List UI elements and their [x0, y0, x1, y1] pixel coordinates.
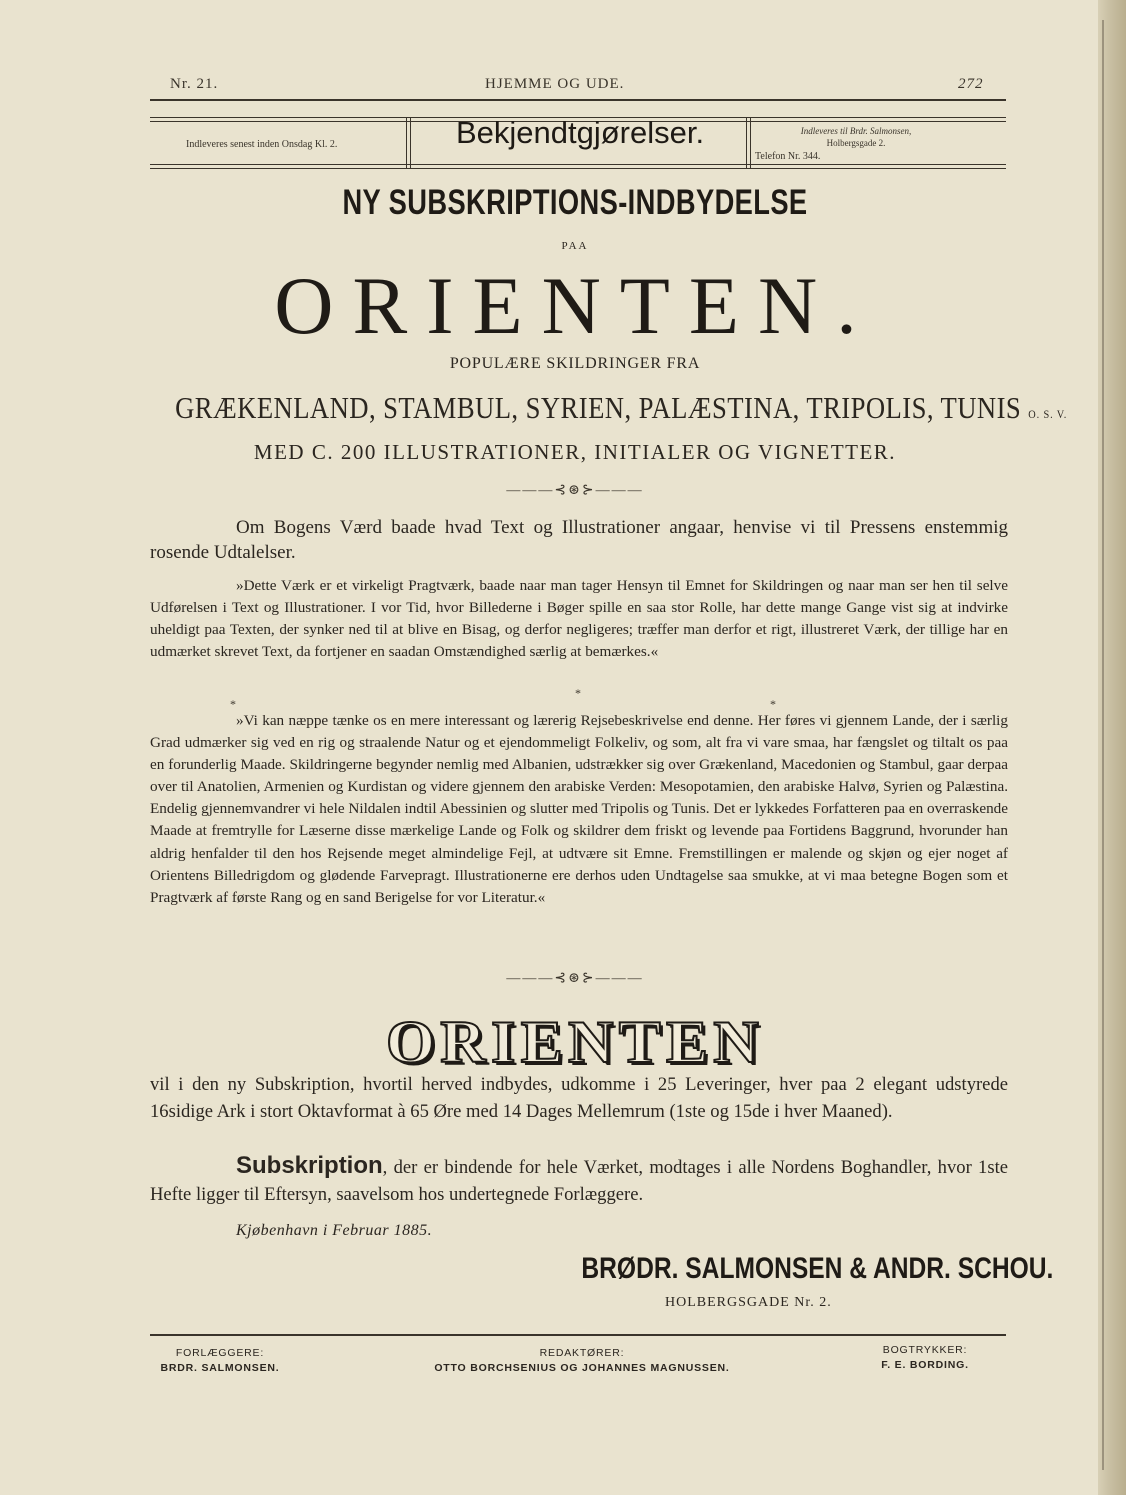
quote-2-text: »Vi kan næppe tænke os en mere interessant og lærerig Rejsebeskrivelse end denne. Her føres vi gjennem Lande, der i særlig Grad udmærker sig ved en rig og straalende Natur og et ejendommeligt Folkeliv, og som, alt fra vi vare smaa, har fængslet og tiltalt os paa en forunderlig Maade. Skildringerne begynder nemlig med Albanien, udstrækker sig over Grækenland, Macedonien og Stambul, gaar derpaa over til Anatolien, Armenien og Kurdistan og videre gjennem den arabiske Verden: Mesopotamien, den arabiske Halvø, Syrien og Palæstina. Endelig gjennemvandrer vi hele Nildalen indtil Abessinien og slutter med Tripolis og Tunis. Det er lykkedes Forfatteren paa en overraskende Maade at fremtrylle for Læserne disse mærkelige Lande og Folk og skildrer dem friskt og levende paa Fortidens Baggrund, hvorunder han aldrig henfalder til den hos Rejsende meget almindelige Fejl, at udtvære sit Emne. Fremstillingen er malende og skjøn og ejer noget af Orientens Billedrigdom og glødende Farvepragt. Illustrationerne ere derhos uden Undtagelse saa smukke, at vi maa betegne Bogen som et Pragtværk af første Rang og en sand Berigelse for vor Literatur.« — [150, 712, 1008, 906]
illustrations-line: MED C. 200 ILLUSTRATIONER, INITIALER OG VIGNETTER. — [253, 440, 897, 464]
ornament-divider: ———⊰⊛⊱——— — [506, 483, 644, 498]
book-title-decorative: ORIENTEN — [385, 1009, 765, 1075]
publisher-address: HOLBERGSGADE Nr. 2. — [665, 1295, 832, 1310]
footer-editors-value: OTTO BORCHSENIUS OG JOHANNES MAGNUSSEN. — [434, 1362, 730, 1374]
footer-rule — [150, 1334, 1006, 1336]
ornament-divider: ———⊰⊛⊱——— — [506, 971, 644, 986]
book-title: ORIENTEN. — [274, 260, 876, 351]
quote-1-text: »Dette Værk er et virkeligt Pragtværk, baade naar man tager Hensyn til Emnet for Skildringen og naar man ser hen til selve Udførelsen i Text og Illustrationer. I vor Tid, hvor Billederne i Bøger spille en saa stor Rolle, har dette mange Gange vist sig at indvirke uheldigt paa Texten, der synker ned til at blive en Bisag, og derfor negligeres; træffer man derfor et rigt, illustreret Værk, der tillige har en udmærket skrevet Text, da fortjener en saadan Omstændighed særlig at bemærkes.« — [150, 577, 1008, 661]
footer-printer-label: BOGTRYKKER: — [882, 1344, 968, 1356]
delivery-note: Indleveres til Brdr. Salmonsen, — [800, 126, 912, 136]
footer-publishers-value: BRDR. SALMONSEN. — [160, 1362, 280, 1374]
telephone-note: Telefon Nr. 344. — [755, 151, 821, 162]
magazine-title: HJEMME OG UDE. — [485, 76, 625, 92]
subscription-word: Subskription — [236, 1152, 383, 1179]
delivery-address: Holbergsgade 2. — [826, 138, 886, 148]
deadline-note: Indleveres senest inden Onsdag Kl. 2. — [186, 139, 338, 150]
announcements-title: Bekjendtgjørelser. — [455, 115, 705, 150]
osv-abbrev: O. S. V. — [1028, 407, 1068, 421]
box-bottom-rule — [150, 164, 1006, 165]
header-rule — [150, 99, 1006, 101]
ad-headline: NY SUBSKRIPTIONS-INDBYDELSE — [342, 183, 808, 222]
press-quote-1 — [150, 575, 1008, 663]
footer-printer-value: F. E. BORDING. — [881, 1359, 969, 1371]
box-bottom-rule-2 — [150, 168, 1006, 169]
intro-paragraph — [150, 515, 1008, 565]
star-separator: * — [230, 697, 236, 711]
book-places — [175, 390, 1068, 426]
issue-number: Nr. 21. — [170, 76, 219, 92]
footer-publishers-label: FORLÆGGERE: — [175, 1347, 265, 1359]
places-list: GRÆKENLAND, STAMBUL, SYRIEN, PALÆSTINA, TRIPOLIS, TUNIS — [175, 390, 1022, 425]
subscription-paragraph — [150, 1153, 1008, 1208]
publication-paragraph — [150, 1072, 1008, 1125]
publishers: BRØDR. SALMONSEN & ANDR. SCHOU. — [581, 1252, 1054, 1285]
subscription-text: , der er bindende for hele Værket, modtages i alle Nordens Boghandler, hvor 1ste Hefte ligger til Eftersyn, saavelsom hos undertegnede Forlæggere. — [150, 1157, 1008, 1205]
ad-paa: PAA — [561, 240, 589, 252]
box-divider — [750, 117, 751, 169]
star-separator: * — [575, 686, 581, 700]
box-divider — [406, 117, 407, 169]
intro-text: Om Bogens Værd baade hvad Text og Illustrationer angaar, henvise vi til Pressens enstemmig rosende Udtalelser. — [150, 517, 1008, 563]
star-separator: * — [770, 697, 776, 711]
footer-editors-label: REDAKTØRER: — [539, 1347, 625, 1359]
place-date: Kjøbenhavn i Februar 1885. — [236, 1222, 433, 1239]
page-number: 272 — [958, 76, 984, 92]
binding-line — [1102, 20, 1104, 1470]
book-subtitle: POPULÆRE SKILDRINGER FRA — [449, 355, 701, 372]
publication-text: vil i den ny Subskription, hvortil herved indbydes, udkomme i 25 Leveringer, hver paa 2 elegant udstyrede 16sidige Ark i stort Oktavformat à 65 Øre med 14 Dages Mellemrum (1ste og 15de i hver Maaned). — [150, 1074, 1008, 1122]
press-quote-2 — [150, 710, 1008, 909]
